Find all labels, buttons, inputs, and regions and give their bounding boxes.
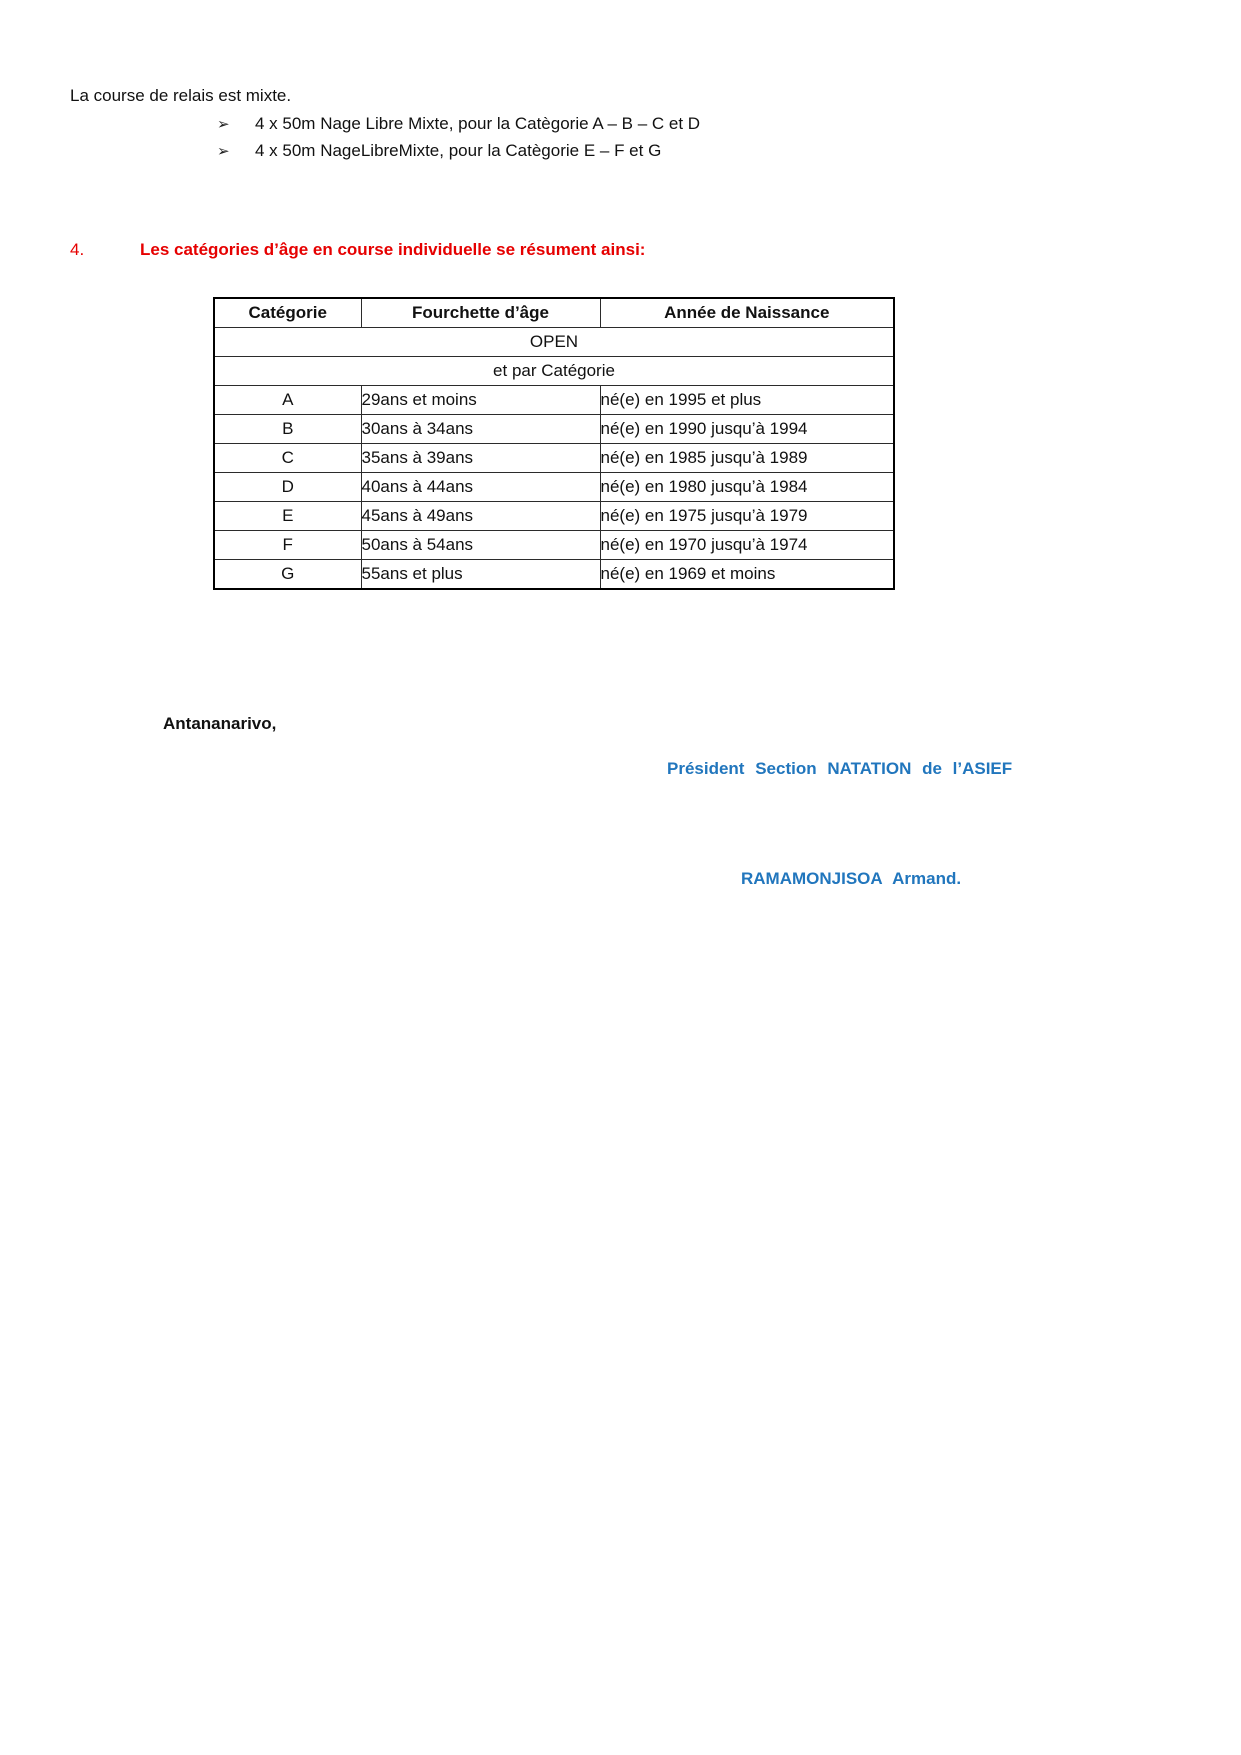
- category-cell: E: [214, 502, 361, 531]
- header-annee-naissance: Année de Naissance: [600, 298, 894, 328]
- header-fourchette-age: Fourchette d’âge: [361, 298, 600, 328]
- arrow-bullet-icon: ➢: [217, 116, 230, 133]
- bullet-list: [217, 114, 700, 168]
- birth-year-cell: né(e) en 1985 jusqu’à 1989: [600, 444, 894, 473]
- birth-year-cell: né(e) en 1980 jusqu’à 1984: [600, 473, 894, 502]
- age-range-cell: 45ans à 49ans: [361, 502, 600, 531]
- header-categorie: Catégorie: [214, 298, 361, 328]
- age-range-cell: 50ans à 54ans: [361, 531, 600, 560]
- age-categories-table: [213, 297, 895, 590]
- table-row: [214, 386, 894, 415]
- section-number: 4.: [70, 240, 85, 259]
- table-row: [214, 415, 894, 444]
- age-range-cell: 35ans à 39ans: [361, 444, 600, 473]
- category-cell: C: [214, 444, 361, 473]
- birth-year-cell: né(e) en 1969 et moins: [600, 560, 894, 590]
- signature-role: Président Section NATATION de l’ASIEF: [667, 759, 1013, 778]
- table-row: [214, 560, 894, 590]
- table-row: [214, 473, 894, 502]
- age-range-cell: 30ans à 34ans: [361, 415, 600, 444]
- birth-year-cell: né(e) en 1990 jusqu’à 1994: [600, 415, 894, 444]
- category-cell: F: [214, 531, 361, 560]
- table-header-row: [214, 298, 894, 328]
- age-range-cell: 40ans à 44ans: [361, 473, 600, 502]
- age-range-cell: 29ans et moins: [361, 386, 600, 415]
- par-categorie-row: et par Catégorie: [214, 357, 894, 386]
- age-range-cell: 55ans et plus: [361, 560, 600, 590]
- bullet-text: 4 x 50m NageLibreMixte, pour la Catègorie E – F et G: [255, 141, 662, 160]
- bullet-text: 4 x 50m Nage Libre Mixte, pour la Catègorie A – B – C et D: [255, 114, 701, 133]
- signature-name: RAMAMONJISOA Armand.: [741, 869, 962, 888]
- arrow-bullet-icon: ➢: [217, 143, 230, 160]
- table-span-row: [214, 328, 894, 357]
- signature-city: Antananarivo,: [163, 714, 277, 733]
- table-row: [214, 444, 894, 473]
- birth-year-cell: né(e) en 1970 jusqu’à 1974: [600, 531, 894, 560]
- birth-year-cell: né(e) en 1975 jusqu’à 1979: [600, 502, 894, 531]
- list-item: [217, 114, 700, 141]
- section-title: Les catégories d’âge en course individuelle se résument ainsi:: [140, 240, 646, 259]
- table-row: [214, 502, 894, 531]
- category-cell: D: [214, 473, 361, 502]
- open-row: OPEN: [214, 328, 894, 357]
- intro-paragraph: La course de relais est mixte.: [70, 86, 292, 105]
- section-heading: [70, 240, 645, 260]
- category-cell: G: [214, 560, 361, 590]
- category-cell: B: [214, 415, 361, 444]
- list-item: [217, 141, 700, 168]
- table-row: [214, 531, 894, 560]
- table-span-row: [214, 357, 894, 386]
- birth-year-cell: né(e) en 1995 et plus: [600, 386, 894, 415]
- category-cell: A: [214, 386, 361, 415]
